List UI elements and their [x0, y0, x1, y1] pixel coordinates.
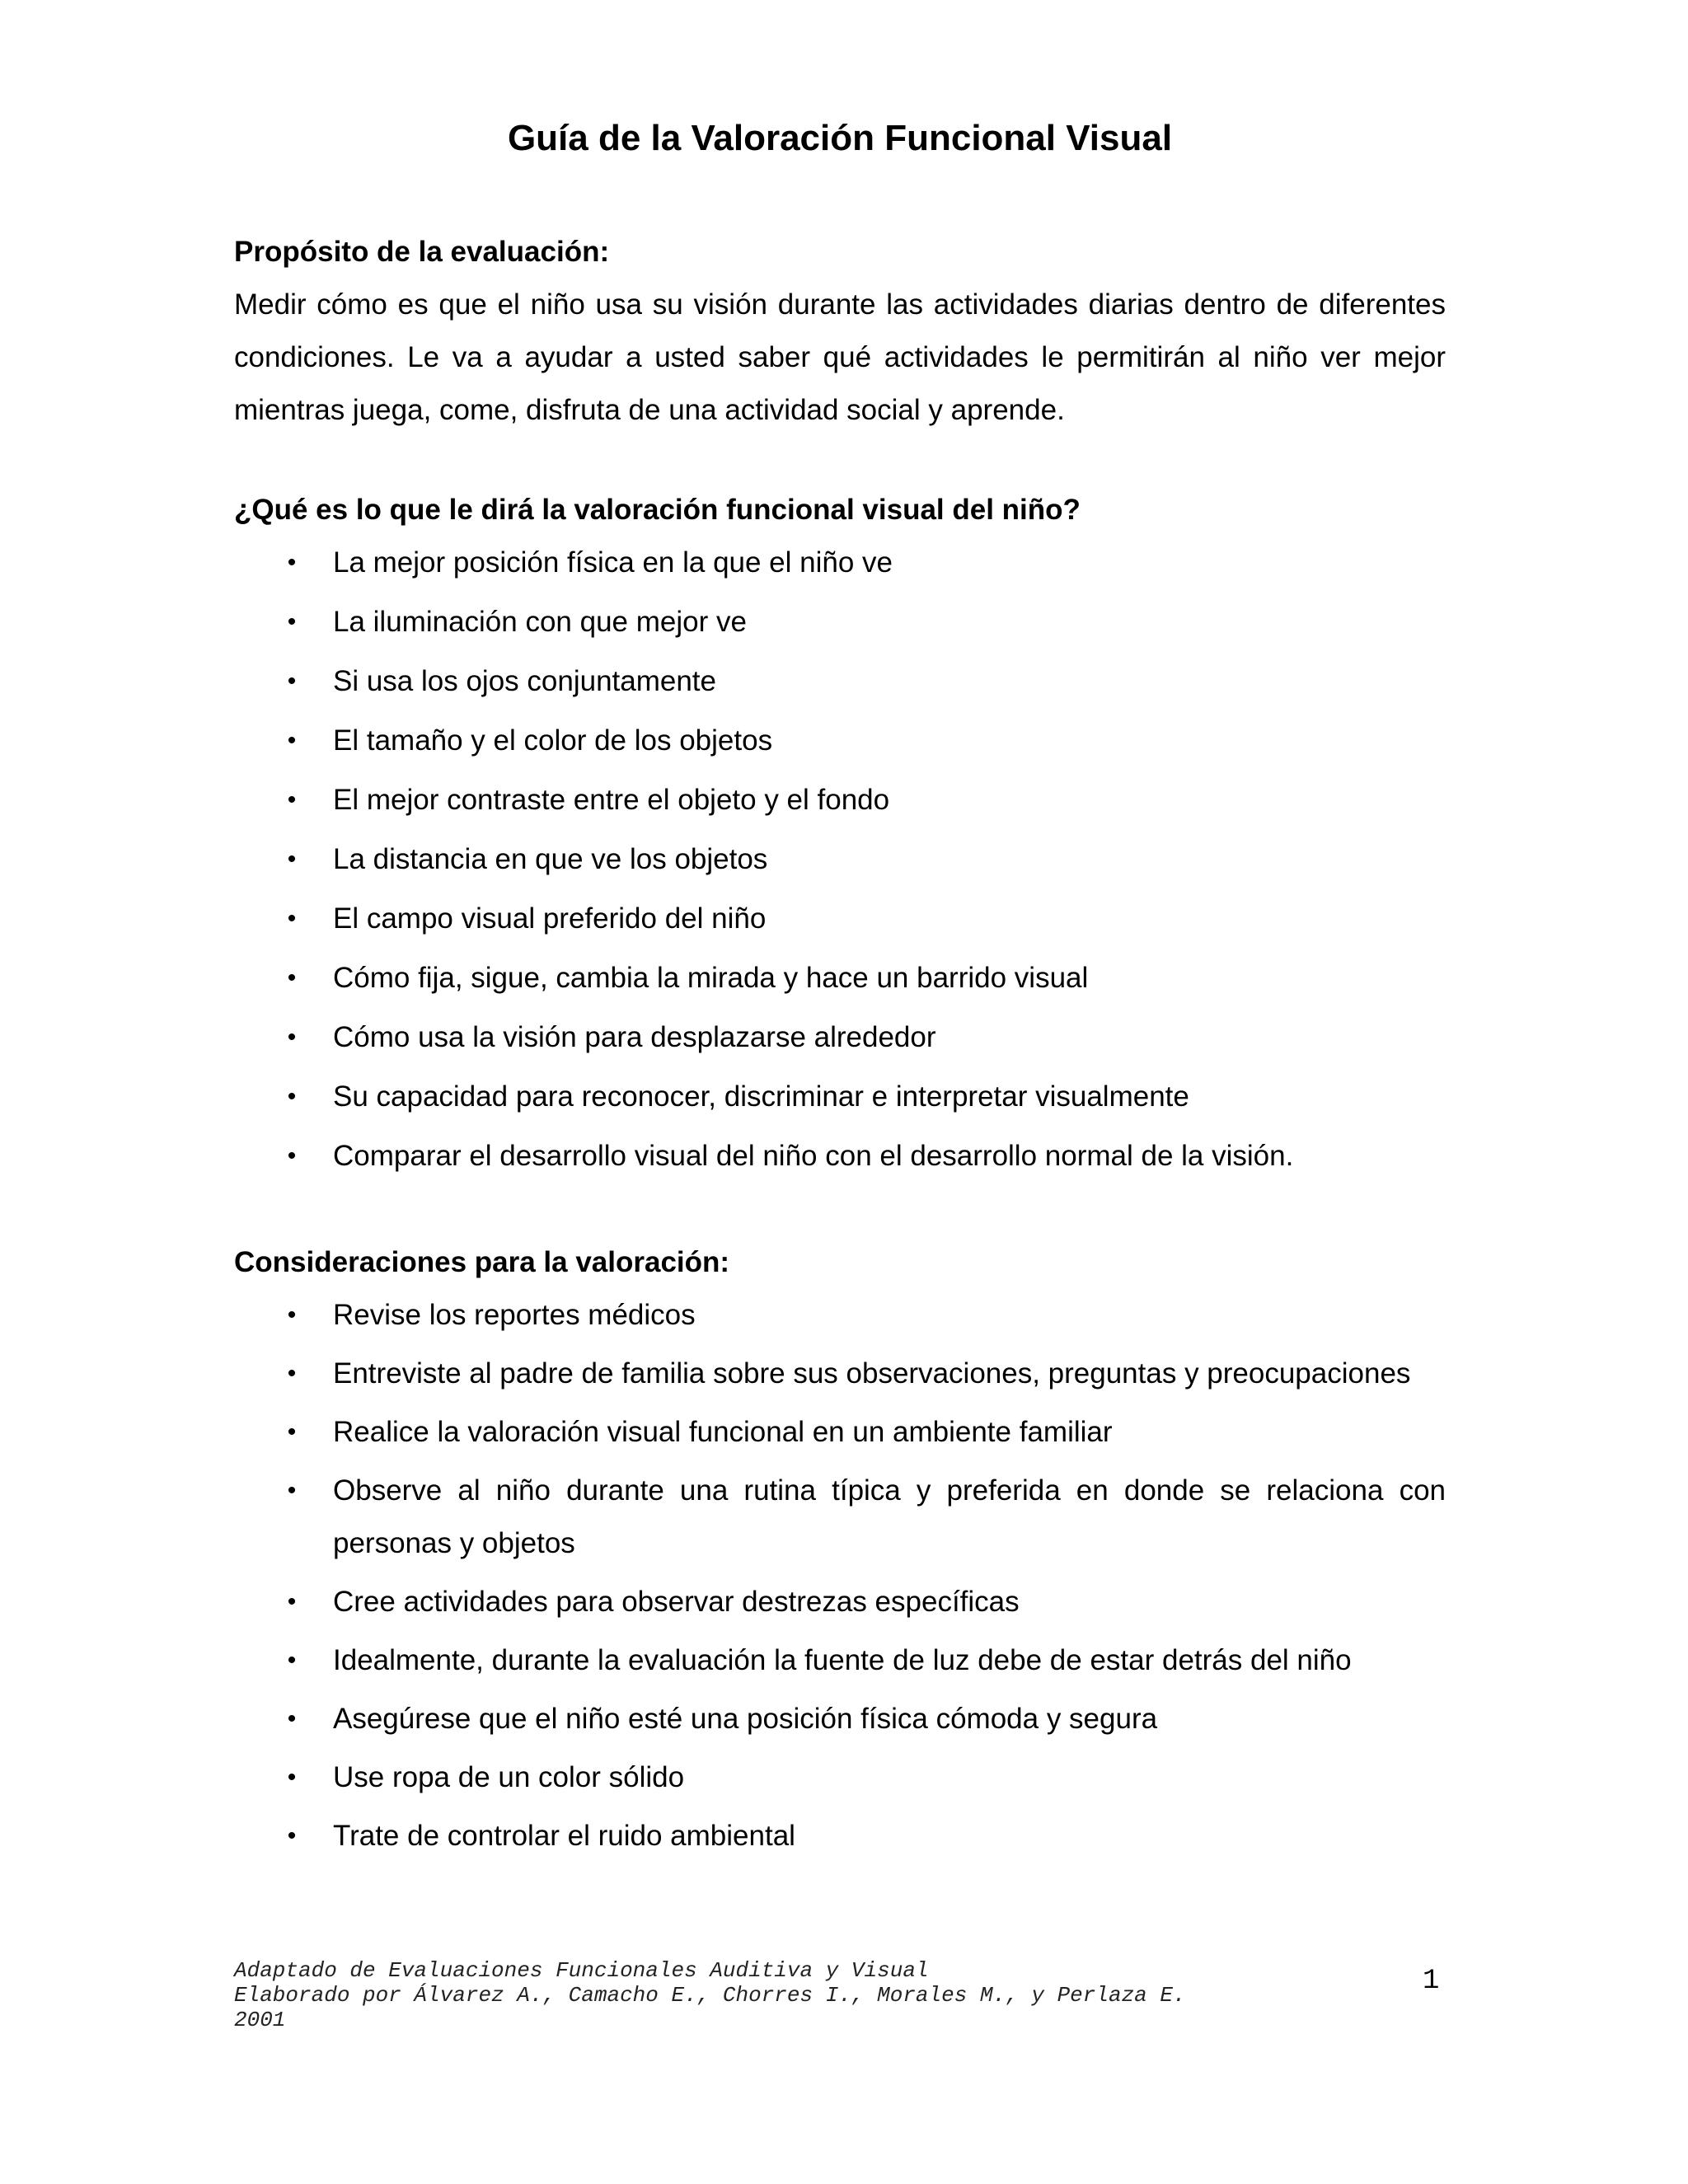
list-item: • Asegúrese que el niño esté una posición física cómoda y segura — [234, 1693, 1446, 1746]
bullet-icon: • — [287, 1301, 297, 1329]
bullet-icon: • — [287, 964, 297, 991]
bullet-icon: • — [287, 1764, 297, 1791]
list-item: • La distancia en que ve los objetos — [234, 833, 1446, 886]
document-title: Guía de la Valoración Funcional Visual — [507, 118, 1173, 158]
what-it-tells-section — [234, 484, 1446, 1189]
page-number: 1 — [1423, 1966, 1440, 1997]
bullet-icon: • — [287, 1083, 297, 1110]
bullet-icon: • — [287, 1647, 297, 1674]
list-item: • Cree actividades para observar destrezas específicas — [234, 1576, 1446, 1629]
bullet-icon: • — [287, 608, 297, 635]
list-item: • Revise los reportes médicos — [234, 1289, 1446, 1342]
bullet-icon: • — [287, 1418, 297, 1446]
bullet-icon: • — [287, 549, 297, 576]
list-item: • Observe al niño durante una rutina típica y preferida en donde se relaciona con personas y objetos — [234, 1465, 1446, 1570]
list-item: • Realice la valoración visual funcional en un ambiente familiar — [234, 1406, 1446, 1459]
what-it-tells-heading: ¿Qué es lo que le dirá la valoración funcional visual del niño? — [234, 494, 1081, 526]
list-item: • El tamaño y el color de los objetos — [234, 715, 1446, 767]
list-item: • El mejor contraste entre el objeto y el fondo — [234, 774, 1446, 827]
bullet-icon: • — [287, 1705, 297, 1732]
list-item: • Cómo usa la visión para desplazarse alrededor — [234, 1011, 1446, 1064]
list-item: • Cómo fija, sigue, cambia la mirada y hace un barrido visual — [234, 952, 1446, 1005]
list-item: • Trate de controlar el ruido ambiental — [234, 1810, 1446, 1863]
bullet-icon: • — [287, 668, 297, 695]
list-item: • El campo visual preferido del niño — [234, 893, 1446, 945]
purpose-section — [234, 226, 1446, 437]
considerations-list — [234, 1289, 1446, 1863]
list-item: • Su capacidad para reconocer, discriminar e interpretar visualmente — [234, 1071, 1446, 1123]
list-item: • La mejor posición física en la que el niño ve — [234, 537, 1446, 589]
list-item: • Idealmente, durante la evaluación la fuente de luz debe de estar detrás del niño — [234, 1634, 1446, 1687]
list-item: • Use ropa de un color sólido — [234, 1751, 1446, 1804]
list-item: • Si usa los ojos conjuntamente — [234, 655, 1446, 708]
considerations-section — [234, 1236, 1446, 1868]
bullet-icon: • — [287, 727, 297, 754]
bullet-icon: • — [287, 1477, 297, 1504]
list-item: • Comparar el desarrollo visual del niño con el desarrollo normal de la visión. — [234, 1130, 1446, 1183]
bullet-icon: • — [287, 846, 297, 873]
footer-year-line: 2001 — [234, 2008, 286, 2032]
purpose-paragraph: Medir cómo es que el niño usa su visión durante las actividades diarias dentro de diferentes condiciones. Le va a ayudar a usted saber qué actividades le permitirán al niño ver mejor mientras juega, come, disfruta de una actividad social y aprende. — [234, 288, 1446, 426]
bullet-icon: • — [287, 786, 297, 813]
what-it-tells-list — [234, 537, 1446, 1183]
footer-authors-line: Elaborado por Álvarez A., Camacho E., Chorres I., Morales M., y Perlaza E. — [234, 1983, 1186, 2008]
bullet-icon: • — [287, 905, 297, 932]
bullet-icon: • — [287, 1822, 297, 1849]
purpose-heading: Propósito de la evaluación: — [234, 236, 610, 268]
considerations-heading: Consideraciones para la valoración: — [234, 1246, 730, 1278]
bullet-icon: • — [287, 1588, 297, 1615]
bullet-icon: • — [287, 1360, 297, 1387]
footer-source-line: Adaptado de Evaluaciones Funcionales Auditiva y Visual — [234, 1958, 929, 1983]
bullet-icon: • — [287, 1142, 297, 1169]
bullet-icon: • — [287, 1024, 297, 1051]
list-item: • Entreviste al padre de familia sobre sus observaciones, preguntas y preocupaciones — [234, 1347, 1446, 1400]
list-item: • La iluminación con que mejor ve — [234, 596, 1446, 649]
page-footer — [234, 1958, 1186, 2032]
